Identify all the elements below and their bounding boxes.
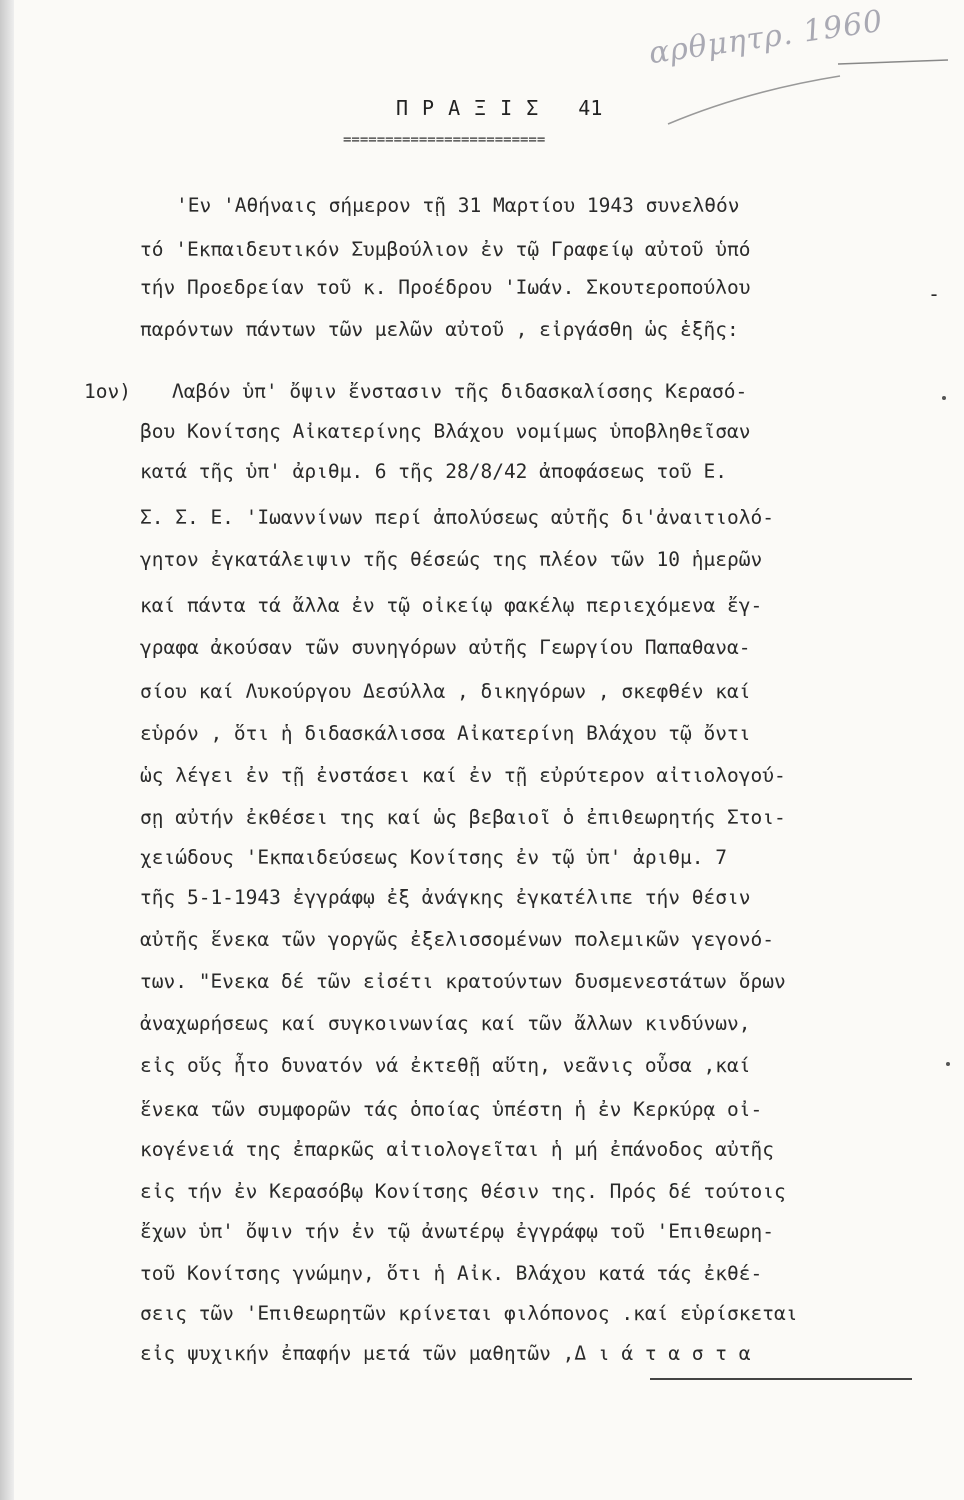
text-line: τό 'Εκπαιδευτικόν Συμβούλιον ἐν τῷ Γραφείῳ αὐτοῦ ὑπό xyxy=(140,238,751,261)
text-line: γραφα ἀκούσαν τῶν συνηγόρων αὐτῆς Γεωργίου Παπαθανα- xyxy=(140,636,751,659)
handwritten-note: αρθμητρ. 1960 xyxy=(646,3,886,72)
text-line: σῃ αὐτήν ἐκθέσει της καί ὡς βεβαιοῖ ὁ ἐπιθεωρητής Στοι- xyxy=(140,806,786,829)
text-line: σεις τῶν 'Επιθεωρητῶν κρίνεται φιλόπονος .καί εὑρίσκεται xyxy=(140,1302,798,1325)
scan-edge-shadow xyxy=(0,0,14,1500)
text-line: ἀναχωρήσεως καί συγκοινωνίας καί τῶν ἄλλων κινδύνων, xyxy=(140,1012,751,1035)
title-underline-rule: ======================== xyxy=(343,132,546,148)
text-line: κατά τῆς ὑπ' ἀριθμ. 6 τῆς 28/8/42 ἀποφάσεως τοῦ Ε. xyxy=(140,460,727,483)
text-line: εἰς οὕς ἦτο δυνατόν νά ἐκτεθῇ αὕτη, νεᾶνις οὖσα ,καί xyxy=(140,1054,751,1077)
text-line: σίου καί Λυκούργου Δεσύλλα , δικηγόρων , σκεφθέν καί xyxy=(140,680,751,703)
text-line: ἔχων ὑπ' ὄψιν τήν ἐν τῷ ἀνωτέρῳ ἐγγράφῳ τοῦ 'Επιθεωρη- xyxy=(140,1220,774,1243)
title-number: 41 xyxy=(578,96,603,120)
text-line: εἰς ψυχικήν ἐπαφήν μετά τῶν μαθητῶν ,Δ ι ά τ α σ τ α xyxy=(140,1342,751,1365)
text-line: τοῦ Κονίτσης γνώμην, ὅτι ἡ Αἰκ. Βλάχου κατά τάς ἐκθέ- xyxy=(140,1262,763,1285)
text-line: κογένειά της ἐπαρκῶς αἰτιολογεῖται ἡ μή ἐπάνοδος αὐτῆς xyxy=(140,1138,774,1161)
closing-rule xyxy=(650,1378,912,1380)
text-line: τῆς 5-1-1943 ἐγγράφῳ ἐξ ἀνάγκης ἐγκατέλιπε τήν θέσιν xyxy=(140,886,751,909)
text-line: βου Κονίτσης Αἰκατερίνης Βλάχου νομίμως ὑποβληθεῖσαν xyxy=(140,420,751,443)
text-line: Λαβόν ὑπ' ὄψιν ἔνστασιν τῆς διδασκαλίσσης Κερασό- xyxy=(172,380,748,403)
text-line: τήν Προεδρείαν τοῦ κ. Προέδρου 'Ιωάν. Σκουτεροπούλου xyxy=(140,276,751,299)
text-line: των. "Ενεκα δέ τῶν εἰσέτι κρατούντων δυσμενεστάτων ὅρων xyxy=(140,970,786,993)
margin-mark xyxy=(942,396,946,400)
text-line: αὐτῆς ἕνεκα τῶν γοργῶς ἐξελισσομένων πολεμικῶν γεγονό- xyxy=(140,928,774,951)
text-line: εἰς τήν ἐν Κερασόβῳ Κονίτσης θέσιν της. Πρός δέ τούτοις xyxy=(140,1180,786,1203)
text-line: ὡς λέγει ἐν τῇ ἐνστάσει καί ἐν τῇ εὐρύτερον αἰτιολογού- xyxy=(140,764,786,787)
margin-dash: - xyxy=(928,282,941,306)
text-line: χειώδους 'Εκπαιδεύσεως Κονίτσης ἐν τῷ ὑπ' ἀριθμ. 7 xyxy=(140,846,727,869)
text-line: Σ. Σ. Ε. 'Ιωαννίνων περί ἀπολύσεως αὐτῆς δι'ἀναιτιολό- xyxy=(140,506,774,529)
text-line: καί πάντα τά ἄλλα ἐν τῷ οἰκείῳ φακέλῳ περιεχόμενα ἔγ- xyxy=(140,594,763,617)
text-line: γητον ἐγκατάλειψιν τῆς θέσεώς της πλέον τῶν 10 ἡμερῶν xyxy=(140,548,763,571)
text-line: παρόντων πάντων τῶν μελῶν αὐτοῦ , εἰργάσθη ὡς ἑξῆς: xyxy=(140,318,739,341)
item-marker: 1ον) xyxy=(84,380,131,403)
text-line: ἕνεκα τῶν συμφορῶν τάς ὁποίας ὑπέστη ἡ ἐν Κερκύρᾳ οἰ- xyxy=(140,1098,763,1121)
text-line: εὑρόν , ὅτι ἡ διδασκάλισσα Αἰκατερίνη Βλάχου τῷ ὄντι xyxy=(140,722,751,745)
document-title xyxy=(396,96,602,120)
margin-mark xyxy=(946,1062,950,1066)
text-line: 'Εν 'Αθήναις σήμερον τῇ 31 Μαρτίου 1943 συνελθόν xyxy=(176,194,740,217)
title-text: ΠΡΑΞΙΣ xyxy=(396,96,553,120)
